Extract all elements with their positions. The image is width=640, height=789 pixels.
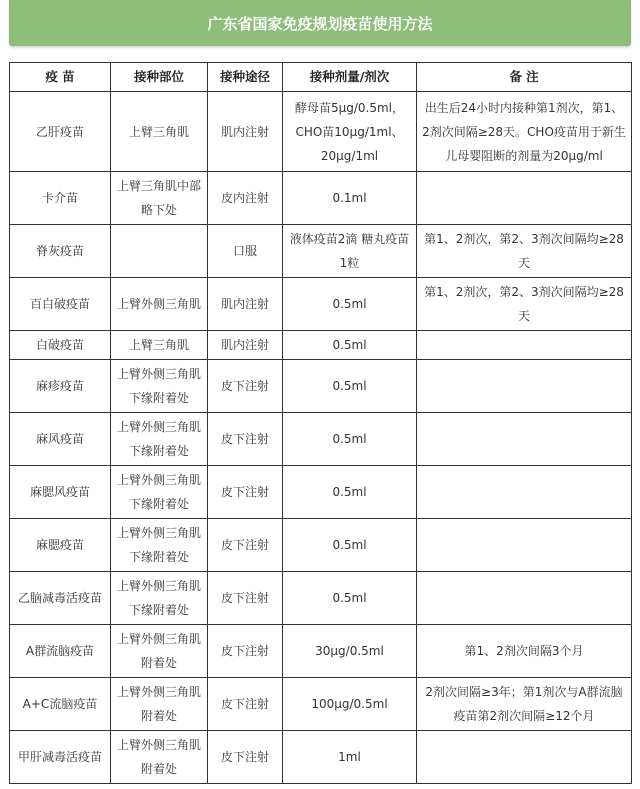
table-row: [10, 519, 632, 572]
cell-dose: 1ml: [283, 731, 417, 784]
cell-site: 上臂外侧三角肌附着处: [111, 678, 208, 731]
cell-site: 上臂外侧三角肌下缘附着处: [111, 519, 208, 572]
page-title: 广东省国家免疫规划疫苗使用方法: [9, 0, 631, 46]
cell-note: [417, 360, 632, 413]
cell-dose: 液体疫苗2滴 糖丸疫苗1粒: [283, 225, 417, 278]
cell-vaccine: A群流脑疫苗: [10, 625, 111, 678]
table-row: [10, 225, 632, 278]
cell-site: 上臂三角肌: [111, 92, 208, 172]
cell-dose: 0.5ml: [283, 413, 417, 466]
cell-route: 皮下注射: [208, 519, 283, 572]
cell-dose: 0.5ml: [283, 572, 417, 625]
cell-route: 肌内注射: [208, 92, 283, 172]
cell-route: 口服: [208, 225, 283, 278]
cell-site: 上臂外侧三角肌下缘附着处: [111, 360, 208, 413]
table-row: [10, 678, 632, 731]
cell-dose: 0.5ml: [283, 278, 417, 331]
cell-note: 第1、2剂次间隔3个月: [417, 625, 632, 678]
cell-dose: 0.5ml: [283, 360, 417, 413]
cell-route: 肌内注射: [208, 278, 283, 331]
vaccine-table: [9, 62, 632, 784]
cell-route: 皮下注射: [208, 731, 283, 784]
cell-note: [417, 331, 632, 360]
cell-note: 出生后24小时内接种第1剂次，第1、2剂次间隔≥28天。CHO疫苗用于新生儿母婴阻断的剂量为20μg/ml: [417, 92, 632, 172]
cell-dose: 30μg/0.5ml: [283, 625, 417, 678]
cell-vaccine: 麻腮风疫苗: [10, 466, 111, 519]
column-header-dose: 接种剂量/剂次: [283, 63, 417, 92]
cell-note: [417, 413, 632, 466]
cell-dose: 100μg/0.5ml: [283, 678, 417, 731]
cell-site: 上臂外侧三角肌: [111, 278, 208, 331]
cell-note: 第1、2剂次，第2、3剂次间隔均≥28天: [417, 278, 632, 331]
table-row: [10, 413, 632, 466]
cell-dose: 0.5ml: [283, 466, 417, 519]
cell-vaccine: 脊灰疫苗: [10, 225, 111, 278]
column-header-route: 接种途径: [208, 63, 283, 92]
cell-note: 2剂次间隔≥3年；第1剂次与A群流脑疫苗第2剂次间隔≥12个月: [417, 678, 632, 731]
cell-vaccine: A+C流脑疫苗: [10, 678, 111, 731]
cell-note: [417, 572, 632, 625]
column-header-vaccine: 疫 苗: [10, 63, 111, 92]
cell-route: 皮下注射: [208, 360, 283, 413]
cell-vaccine: 卡介苗: [10, 172, 111, 225]
cell-dose: 0.5ml: [283, 519, 417, 572]
table-row: [10, 172, 632, 225]
cell-site: 上臂外侧三角肌下缘附着处: [111, 413, 208, 466]
cell-dose: 0.5ml: [283, 331, 417, 360]
cell-route: 皮下注射: [208, 572, 283, 625]
cell-site: 上臂三角肌中部略下处: [111, 172, 208, 225]
cell-dose: 0.1ml: [283, 172, 417, 225]
column-header-note: 备 注: [417, 63, 632, 92]
cell-route: 皮下注射: [208, 413, 283, 466]
cell-vaccine: 麻疹疫苗: [10, 360, 111, 413]
cell-route: 皮内注射: [208, 172, 283, 225]
cell-vaccine: 麻风疫苗: [10, 413, 111, 466]
cell-site: 上臂外侧三角肌附着处: [111, 625, 208, 678]
table-header-row: [10, 63, 632, 92]
table-row: [10, 360, 632, 413]
table-row: [10, 731, 632, 784]
cell-site: 上臂三角肌: [111, 331, 208, 360]
cell-dose: 酵母苗5μg/0.5ml，CHO苗10μg/1ml、20μg/1ml: [283, 92, 417, 172]
table-row: [10, 278, 632, 331]
table-row: [10, 466, 632, 519]
cell-vaccine: 麻腮疫苗: [10, 519, 111, 572]
cell-vaccine: 白破疫苗: [10, 331, 111, 360]
cell-site: [111, 225, 208, 278]
cell-note: [417, 519, 632, 572]
cell-route: 肌内注射: [208, 331, 283, 360]
table-row: [10, 331, 632, 360]
cell-site: 上臂外侧三角肌附着处: [111, 731, 208, 784]
cell-route: 皮下注射: [208, 625, 283, 678]
cell-note: [417, 172, 632, 225]
table-row: [10, 92, 632, 172]
cell-vaccine: 乙脑减毒活疫苗: [10, 572, 111, 625]
column-header-site: 接种部位: [111, 63, 208, 92]
cell-note: 第1、2剂次，第2、3剂次间隔均≥28天: [417, 225, 632, 278]
cell-site: 上臂外侧三角肌下缘附着处: [111, 572, 208, 625]
cell-vaccine: 乙肝疫苗: [10, 92, 111, 172]
cell-route: 皮下注射: [208, 678, 283, 731]
table-row: [10, 572, 632, 625]
cell-site: 上臂外侧三角肌下缘附着处: [111, 466, 208, 519]
table-row: [10, 625, 632, 678]
cell-vaccine: 甲肝减毒活疫苗: [10, 731, 111, 784]
cell-route: 皮下注射: [208, 466, 283, 519]
cell-note: [417, 466, 632, 519]
cell-vaccine: 百白破疫苗: [10, 278, 111, 331]
cell-note: [417, 731, 632, 784]
